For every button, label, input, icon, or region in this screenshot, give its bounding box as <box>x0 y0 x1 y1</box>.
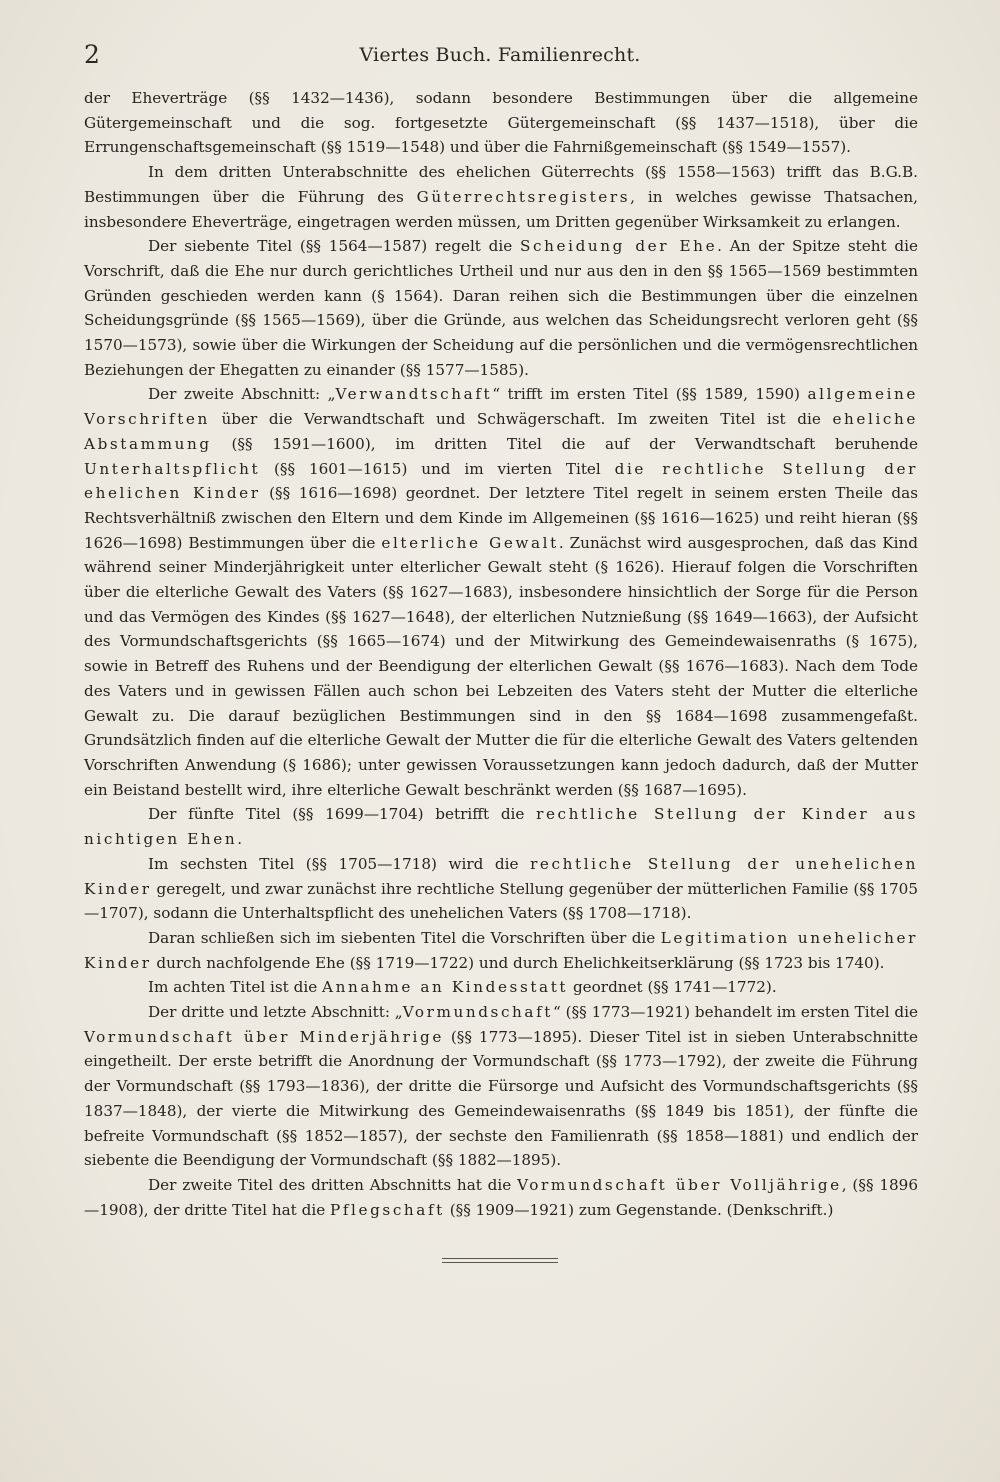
paragraph-text: In dem dritten Unterabschnitte des ehelichen Güterrechts (§§ 1558—1563) trifft das B.G.B. Bestimmungen über die Führung des <box>84 163 918 206</box>
paragraph <box>84 1173 918 1222</box>
paragraph-text: Im sechsten Titel (§§ 1705—1718) wird die <box>148 854 531 873</box>
paragraph <box>84 160 918 234</box>
paragraph-text: , in welches gewisse Thatsachen, insbesondere Eheverträge, eingetragen werden müssen, um Dritten gegenüber Wirksamkeit zu erlangen. <box>84 187 918 231</box>
paragraph-text: über die Verwandtschaft und Schwägerschaft. Im zweiten Titel ist die <box>209 410 833 429</box>
spaced-emphasis-text: Vormundschaft über Minderjährige <box>84 1027 444 1046</box>
paragraph <box>84 802 918 851</box>
spaced-emphasis-text: Vormundschaft über Volljährige <box>517 1175 842 1194</box>
spaced-emphasis-text: die rechtliche Stellung der ehelichen Kinder <box>84 459 919 503</box>
spaced-emphasis-text: eheliche Abstammung <box>84 410 918 453</box>
running-head: Viertes Buch. Familienrecht. <box>359 44 641 66</box>
spaced-emphasis-text: rechtliche Stellung der unehelichen Kinder <box>84 854 918 898</box>
spaced-emphasis-text: Scheidung der Ehe <box>520 237 718 256</box>
spaced-emphasis-text: rechtliche Stellung der Kinder aus nichtigen Ehen <box>84 805 919 849</box>
paragraph-text: (§§ 1773—1895). Dieser Titel ist in sieben Unterabschnitte eingetheilt. Der erste betrifft die Anordnung der Vormundschaft (§§ 1773—1792), der zweite die Führung der Vormundschaft (§§ 1793—1836), der dritte die Fürsorge und Aufsicht des Vormundschaftsgerichts (§§ 1837—1848), der vierte die Mitwirkung des Gemeindewaisenraths (§§ 1849 bis 1851), der fünfte die befreite Vormundschaft (§§ 1852—1857), der sechste den Familienrath (§§ 1858—1881) und endlich der siebente die Beendigung der Vormundschaft (§§ 1882—1895). <box>84 1027 918 1170</box>
paragraph-text: geregelt, und zwar zunächst ihre rechtliche Stellung gegenüber der mütterlichen Familie (§§ 1705—1707), sodann die Unterhaltspflicht des unehelichen Vaters (§§ 1708—1718). <box>84 879 918 923</box>
paragraph-text: (§§ 1616—1698) geordnet. Der letztere Titel regelt in seinem ersten Theile das Rechtsverhältniß zwischen den Eltern und dem Kinde im Allgemeinen (§§ 1616—1625) und reiht hieran (§§ 1626—1698) Bestimmungen über die <box>84 484 918 552</box>
body-text <box>84 86 918 1222</box>
spaced-emphasis-text: Annahme an Kindesstatt <box>322 978 569 997</box>
paragraph-text: , (§§ 1896—1908), der dritte Titel hat die <box>84 1175 919 1219</box>
page-number: 2 <box>84 40 100 69</box>
paragraph-text: Der fünfte Titel (§§ 1699—1704) betrifft die <box>148 805 537 824</box>
spaced-emphasis-text: Güterrechtsregisters <box>416 187 631 206</box>
spaced-emphasis-text: Legitimation unehelicher Kinder <box>84 928 918 972</box>
paragraph-text: (§§ 1601—1615) und im vierten Titel <box>260 459 615 478</box>
paragraph-text: Der dritte und letzte Abschnitt: „ <box>148 1003 403 1022</box>
paragraph <box>84 926 918 975</box>
end-rule-top <box>442 1258 558 1259</box>
spaced-emphasis-text: Unterhaltspflicht <box>84 459 261 478</box>
paragraph <box>84 975 918 1000</box>
paragraph <box>84 382 918 802</box>
spaced-emphasis-text: elterliche Gewalt <box>381 533 559 552</box>
spaced-emphasis-text: Vormundschaft <box>402 1003 554 1022</box>
end-rule-bottom <box>442 1262 558 1263</box>
paragraph-text: der Eheverträge (§§ 1432—1436), sodann besondere Bestimmungen über die allgemeine Gütergemeinschaft und die sog. fortgesetzte Gütergemeinschaft (§§ 1437—1518), über die Errungenschaftsgemeinschaft (§§ 1519—1548) und über die Fahrnißgemeinschaft (§§ 1549—1557). <box>84 89 918 157</box>
paragraph-text: . Zunächst wird ausgesprochen, daß das Kind während seiner Minderjährigkeit unter elterlicher Gewalt steht (§ 1626). Hierauf folgen die Vorschriften über die elterliche Gewalt des Vaters (§§ 1627—1683), insbesondere hinsichtlich der Sorge für die Person und das Vermögen des Kindes (§§ 1627—1648), der elterlichen Nutznießung (§§ 1649—1663), der Aufsicht des Vormundschaftsgerichts (§§ 1665—1674) und der Mitwirkung des Gemeindewaisenraths (§ 1675), sowie in Betreff des Ruhens und der Beendigung der elterlichen Gewalt (§§ 1676—1683). Nach dem Tode des Vaters und in gewissen Fällen auch schon bei Lebzeiten des Vaters steht der Mutter die elterliche Gewalt zu. Die darauf bezüglichen Bestimmungen sind in den §§ 1684—1698 zusammengefaßt. Grundsätzlich finden auf die elterliche Gewalt der Mutter die für die elterliche Gewalt des Vaters geltenden Vorschriften Anwendung (§ 1686); unter gewissen Voraussetzungen kann jedoch dadurch, daß der Mutter ein Beistand bestellt wird, ihre elterliche Gewalt beschränkt werden (§§ 1687—1695). <box>84 533 918 799</box>
paragraph-text: “ (§§ 1773—1921) behandelt im ersten Titel die <box>553 1003 918 1022</box>
paragraph <box>84 234 918 382</box>
spaced-emphasis-text: allgemeine Vorschriften <box>84 385 918 429</box>
paragraph <box>84 86 918 160</box>
paragraph-text: durch nachfolgende Ehe (§§ 1719—1722) und durch Ehelichkeitserklärung (§§ 1723 bis 1740). <box>151 953 885 972</box>
paragraph-text: (§§ 1909—1921) zum Gegenstande. (Denkschrift.) <box>444 1200 834 1219</box>
paragraph-text: . An der Spitze steht die Vorschrift, daß die Ehe nur durch gerichtliches Urtheil und nur aus den in den §§ 1565—1569 bestimmten Gründen geschieden werden kann (§ 1564). Daran reihen sich die Bestimmungen über die einzelnen Scheidungsgründe (§§ 1565—1569), über die Gründe, aus welchen das Scheidungsrecht verloren geht (§§ 1570—1573), sowie über die Wirkungen der Scheidung auf die persönlichen und die vermögensrechtlichen Beziehungen der Ehegatten zu einander (§§ 1577—1585). <box>84 237 918 379</box>
paragraph-text: Im achten Titel ist die <box>148 978 323 997</box>
paragraph-text: (§§ 1591—1600), im dritten Titel die auf der Verwandtschaft beruhende <box>211 434 918 453</box>
paragraph-text: Daran schließen sich im siebenten Titel die Vorschriften über die <box>148 928 661 947</box>
paragraph-text: Der zweite Titel des dritten Abschnitts hat die <box>148 1175 518 1194</box>
spaced-emphasis-text: Pflegschaft <box>330 1200 445 1219</box>
paragraph <box>84 1000 918 1173</box>
paragraph-text: geordnet (§§ 1741—1772). <box>568 978 777 997</box>
paragraph-text: Der siebente Titel (§§ 1564—1587) regelt die <box>148 237 521 256</box>
page-header <box>84 40 916 70</box>
paragraph <box>84 852 918 926</box>
paragraph-text: Der zweite Abschnitt: „ <box>148 385 336 404</box>
paragraph-text: . <box>237 830 243 849</box>
paragraph-text: “ trifft im ersten Titel (§§ 1589, 1590) <box>492 385 808 404</box>
spaced-emphasis-text: Verwandtschaft <box>335 385 493 404</box>
